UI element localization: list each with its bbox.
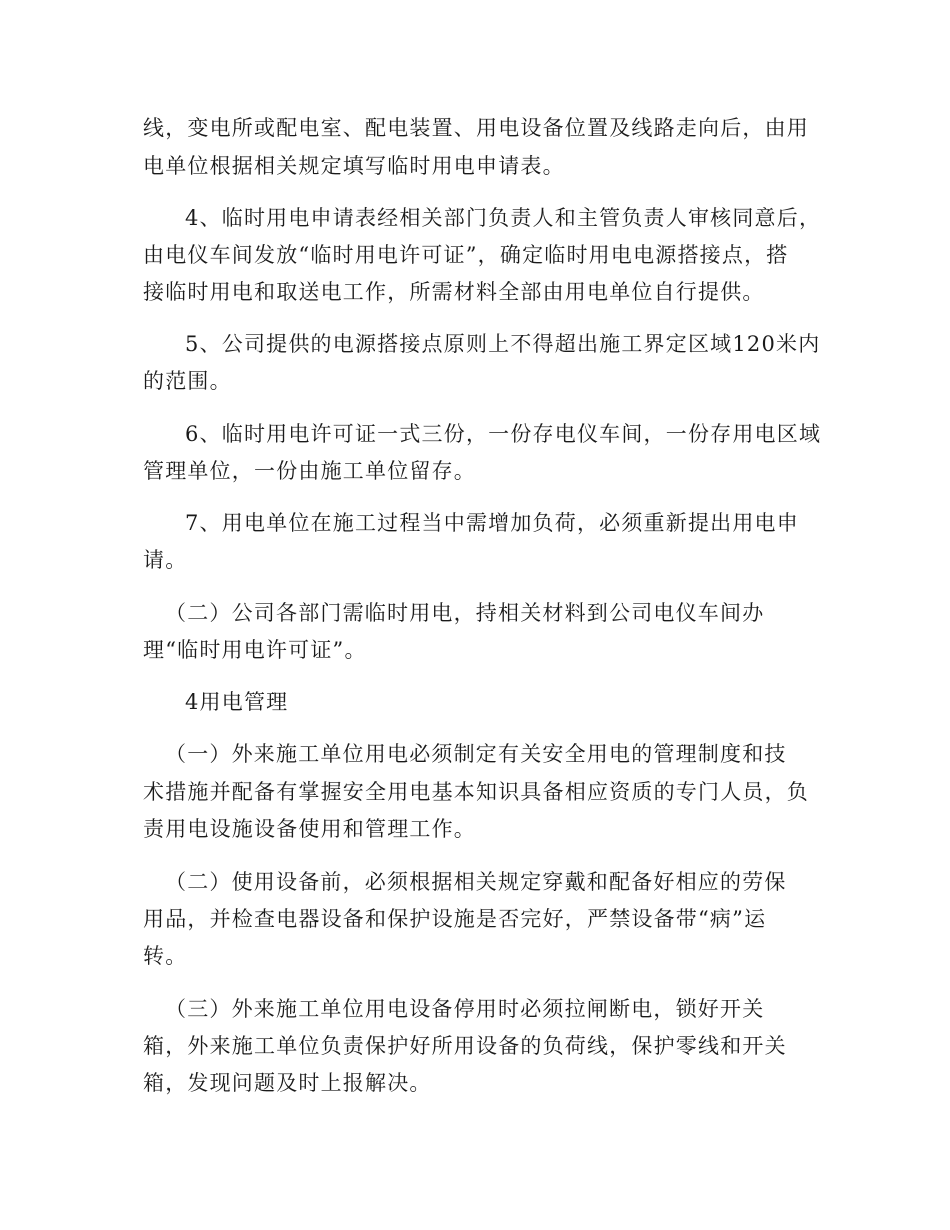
text-line: （二）公司各部门需临时用电，持相关材料到公司电仪车间办	[165, 601, 765, 625]
text-line: 5、公司提供的电源搭接点原则上不得超出施工界定区域120米内	[185, 332, 821, 356]
text-line: 4、临时用电申请表经相关部门负责人和主管负责人审核同意后，	[185, 206, 822, 230]
text-line: 用品，并检查电器设备和保护设施是否完好，严禁设备带“病”运	[143, 907, 767, 931]
text-line: （三）外来施工单位用电设备停用时必须拉闸断电，锁好开关	[165, 997, 765, 1021]
text-line: 由电仪车间发放“临时用电许可证”，确定临时用电电源搭接点，搭	[143, 243, 789, 267]
text-line: 请。	[143, 548, 188, 572]
text-line: （一）外来施工单位用电必须制定有关安全用电的管理制度和技	[165, 742, 787, 766]
text-line: 转。	[143, 944, 188, 968]
text-line: 的范围。	[143, 369, 232, 393]
text-line: 7、用电单位在施工过程当中需增加负荷，必须重新提出用电申	[185, 511, 799, 535]
text-line: 线，变电所或配电室、配电装置、用电设备位置及线路走向后，由用	[143, 116, 809, 140]
section-heading: 4用电管理	[185, 690, 289, 714]
text-line: 接临时用电和取送电工作，所需材料全部由用电单位自行提供。	[143, 280, 765, 304]
text-line: 术措施并配备有掌握安全用电基本知识具备相应资质的专门人员，负	[143, 780, 809, 804]
text-line: 电单位根据相关规定填写临时用电申请表。	[143, 154, 565, 178]
text-line: 责用电设施设备使用和管理工作。	[143, 817, 476, 841]
text-line: 理“临时用电许可证”。	[143, 638, 367, 662]
text-line: 6、临时用电许可证一式三份，一份存电仪车间，一份存用电区域	[185, 422, 822, 446]
text-line: 管理单位，一份由施工单位留存。	[143, 459, 476, 483]
text-line: 箱，发现问题及时上报解决。	[143, 1071, 432, 1095]
text-line: （二）使用设备前，必须根据相关规定穿戴和配备好相应的劳保	[165, 870, 787, 894]
text-line: 箱，外来施工单位负责保护好所用设备的负荷线，保护零线和开关	[143, 1034, 787, 1058]
